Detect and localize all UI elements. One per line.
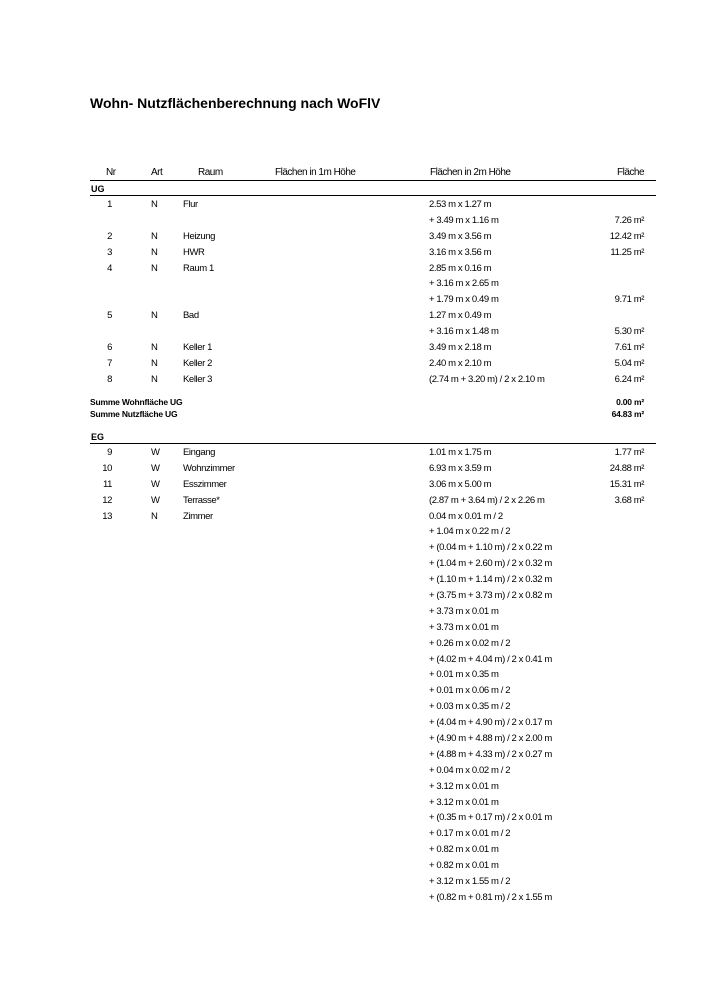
cell-nr: 13	[102, 510, 112, 522]
cell-flaeche: 24.88 m²	[609, 462, 644, 474]
cell-flaechen-2m: + 0.17 m x 0.01 m / 2	[429, 828, 511, 840]
header-rule	[90, 180, 656, 181]
cell-raum: Terrasse*	[183, 494, 220, 506]
table-row	[90, 292, 656, 308]
cell-raum: Keller 1	[183, 342, 213, 354]
cell-raum: Eingang	[183, 447, 216, 458]
cell-flaechen-2m: + (1.10 m + 1.14 m) / 2 x 0.32 m	[429, 574, 552, 586]
cell-nr: 7	[107, 357, 112, 369]
table-row	[90, 747, 656, 763]
table-row	[90, 445, 656, 461]
table-row	[90, 572, 656, 588]
cell-flaechen-2m: 2.85 m x 0.16 m	[429, 262, 492, 274]
table-row	[90, 842, 656, 858]
cell-raum: Bad	[183, 310, 199, 322]
cell-nr: 12	[102, 494, 112, 506]
cell-flaechen-2m: + (4.04 m + 4.90 m) / 2 x 0.17 m	[429, 717, 552, 729]
section-label-ug: UG	[91, 184, 105, 194]
cell-flaechen-2m: + (4.88 m + 4.33 m) / 2 x 0.27 m	[429, 748, 552, 760]
cell-flaechen-2m: + (0.35 m + 0.17 m) / 2 x 0.01 m	[429, 812, 552, 824]
sum-nutzflaeche-value: 64.83 m²	[611, 409, 644, 419]
cell-flaechen-2m: + (0.04 m + 1.10 m) / 2 x 0.22 m	[429, 542, 552, 554]
table-row	[90, 604, 656, 620]
table-row	[90, 699, 656, 715]
cell-flaechen-2m: + 3.73 m x 0.01 m	[429, 605, 499, 617]
cell-flaechen-2m: + 3.49 m x 1.16 m	[429, 214, 499, 226]
table-body-ug	[90, 197, 656, 388]
cell-flaechen-2m: + 0.04 m x 0.02 m / 2	[429, 764, 511, 776]
cell-art: N	[151, 342, 158, 354]
cell-flaechen-2m: 0.04 m x 0.01 m / 2	[429, 510, 503, 522]
cell-flaechen-2m: 6.93 m x 3.59 m	[429, 462, 492, 474]
cell-raum: HWR	[183, 246, 205, 258]
cell-flaeche: 9.71 m²	[614, 294, 644, 306]
sum-wohnflaeche-ug	[90, 397, 656, 409]
cell-flaeche: 3.68 m²	[614, 494, 644, 506]
cell-nr: 1	[107, 199, 112, 210]
cell-nr: 6	[107, 342, 112, 354]
table-row	[90, 340, 656, 356]
table-row	[90, 461, 656, 477]
table-row	[90, 356, 656, 372]
cell-flaechen-2m: 3.06 m x 5.00 m	[429, 478, 492, 490]
header-flaeche: Fläche	[616, 167, 644, 178]
table-row	[90, 667, 656, 683]
page-title: Wohn- Nutzflächenberechnung nach WoFlV	[90, 95, 381, 111]
table-row	[90, 890, 656, 906]
cell-flaechen-2m: + 3.12 m x 0.01 m	[429, 796, 499, 808]
cell-flaechen-2m: + (4.02 m + 4.04 m) / 2 x 0.41 m	[429, 653, 552, 665]
table-header	[90, 167, 656, 180]
cell-art: N	[151, 310, 158, 322]
cell-flaechen-2m: + (4.90 m + 4.88 m) / 2 x 2.00 m	[429, 733, 552, 745]
table-row	[90, 858, 656, 874]
table-row	[90, 556, 656, 572]
cell-flaeche: 7.26 m²	[614, 214, 644, 226]
table-row	[90, 324, 656, 340]
table-row	[90, 795, 656, 811]
cell-flaechen-2m: 3.49 m x 3.56 m	[429, 230, 492, 242]
table-row	[90, 588, 656, 604]
cell-flaeche: 6.24 m²	[614, 373, 644, 385]
cell-flaechen-2m: + 0.82 m x 0.01 m	[429, 860, 499, 872]
section-rule-eg	[90, 443, 656, 444]
table-row	[90, 276, 656, 292]
cell-art: W	[151, 447, 160, 458]
cell-flaeche: 7.61 m²	[614, 342, 644, 354]
cell-flaechen-2m: + (1.04 m + 2.60 m) / 2 x 0.32 m	[429, 558, 552, 570]
cell-nr: 10	[102, 462, 112, 474]
table-row	[90, 493, 656, 509]
cell-flaeche: 11.25 m²	[610, 246, 644, 258]
cell-flaechen-2m: 2.53 m x 1.27 m	[429, 199, 492, 210]
cell-flaechen-2m: (2.74 m + 3.20 m) / 2 x 2.10 m	[429, 373, 545, 385]
cell-raum: Flur	[183, 199, 198, 210]
sum-nutzflaeche-label: Summe Nutzfläche UG	[90, 409, 178, 419]
cell-flaechen-2m: + 0.03 m x 0.35 m / 2	[429, 701, 511, 713]
cell-flaechen-2m: 2.40 m x 2.10 m	[429, 357, 492, 369]
cell-flaechen-2m: + (3.75 m + 3.73 m) / 2 x 0.82 m	[429, 590, 552, 602]
table-row	[90, 683, 656, 699]
cell-raum: Keller 3	[183, 373, 213, 385]
cell-flaechen-2m: + 3.12 m x 1.55 m / 2	[429, 876, 511, 888]
header-nr: Nr	[106, 167, 116, 178]
header-flaechen-2m: Flächen in 2m Höhe	[430, 167, 511, 178]
table-row	[90, 197, 656, 213]
header-flaechen-1m: Flächen in 1m Höhe	[275, 167, 356, 178]
cell-art: N	[151, 199, 158, 210]
cell-flaechen-2m: + 3.16 m x 1.48 m	[429, 326, 499, 338]
table-row	[90, 715, 656, 731]
cell-art: W	[151, 462, 160, 474]
cell-flaechen-2m: + (0.82 m + 0.81 m) / 2 x 1.55 m	[429, 891, 552, 903]
cell-flaechen-2m: (2.87 m + 3.64 m) / 2 x 2.26 m	[429, 494, 545, 506]
cell-art: N	[151, 357, 158, 369]
cell-art: N	[151, 510, 158, 522]
cell-flaechen-2m: + 3.73 m x 0.01 m	[429, 621, 499, 633]
table-row	[90, 524, 656, 540]
cell-flaeche: 15.31 m²	[609, 478, 644, 490]
table-row	[90, 620, 656, 636]
cell-art: N	[151, 262, 158, 274]
cell-flaeche: 1.77 m²	[614, 447, 644, 458]
cell-flaechen-2m: + 3.16 m x 2.65 m	[429, 278, 499, 290]
cell-nr: 8	[107, 373, 112, 385]
table-row	[90, 652, 656, 668]
cell-nr: 5	[107, 310, 112, 322]
cell-raum: Zimmer	[183, 510, 213, 522]
table-row	[90, 245, 656, 261]
section-label-eg: EG	[91, 432, 105, 442]
cell-flaechen-2m: + 1.04 m x 0.22 m / 2	[429, 526, 511, 538]
table-row	[90, 213, 656, 229]
cell-flaeche: 5.04 m²	[614, 357, 644, 369]
cell-raum: Esszimmer	[183, 478, 227, 490]
cell-flaechen-2m: + 0.01 m x 0.35 m	[429, 669, 499, 681]
header-raum: Raum	[198, 167, 223, 178]
cell-raum: Wohnzimmer	[183, 462, 235, 474]
table-row	[90, 636, 656, 652]
cell-art: W	[151, 494, 160, 506]
table-row	[90, 731, 656, 747]
cell-flaeche: 12.42 m²	[609, 230, 644, 242]
cell-flaechen-2m: 1.01 m x 1.75 m	[429, 447, 492, 458]
cell-flaechen-2m: + 0.26 m x 0.02 m / 2	[429, 637, 511, 649]
cell-raum: Heizung	[183, 230, 216, 242]
table-row	[90, 810, 656, 826]
table-row	[90, 308, 656, 324]
table-row	[90, 261, 656, 277]
cell-flaechen-2m: + 1.79 m x 0.49 m	[429, 294, 499, 306]
header-art: Art	[151, 167, 163, 178]
cell-nr: 2	[107, 230, 112, 242]
table-row	[90, 540, 656, 556]
cell-nr: 3	[107, 246, 112, 258]
cell-flaechen-2m: + 0.01 m x 0.06 m / 2	[429, 685, 511, 697]
table-row	[90, 229, 656, 245]
cell-flaechen-2m: + 3.12 m x 0.01 m	[429, 780, 499, 792]
table-row	[90, 874, 656, 890]
cell-art: N	[151, 246, 158, 258]
sum-wohnflaeche-value: 0.00 m²	[616, 397, 644, 407]
table-row	[90, 509, 656, 525]
section-rule-ug	[90, 195, 656, 196]
table-row	[90, 372, 656, 388]
cell-raum: Keller 2	[183, 357, 213, 369]
cell-nr: 4	[107, 262, 112, 274]
cell-flaechen-2m: 3.16 m x 3.56 m	[429, 246, 492, 258]
cell-art: W	[151, 478, 160, 490]
cell-flaeche: 5.30 m²	[614, 326, 644, 338]
table-row	[90, 826, 656, 842]
table-row	[90, 763, 656, 779]
cell-nr: 11	[102, 478, 112, 490]
cell-flaechen-2m: 1.27 m x 0.49 m	[429, 310, 492, 322]
table-row	[90, 477, 656, 493]
table-row	[90, 779, 656, 795]
cell-flaechen-2m: 3.49 m x 2.18 m	[429, 342, 492, 354]
cell-nr: 9	[107, 447, 112, 458]
cell-art: N	[151, 373, 158, 385]
table-body-eg	[90, 445, 656, 906]
cell-raum: Raum 1	[183, 262, 214, 274]
cell-art: N	[151, 230, 158, 242]
cell-flaechen-2m: + 0.82 m x 0.01 m	[429, 844, 499, 856]
sum-nutzflaeche-ug	[90, 409, 656, 421]
sum-wohnflaeche-label: Summe Wohnfläche UG	[90, 397, 183, 407]
